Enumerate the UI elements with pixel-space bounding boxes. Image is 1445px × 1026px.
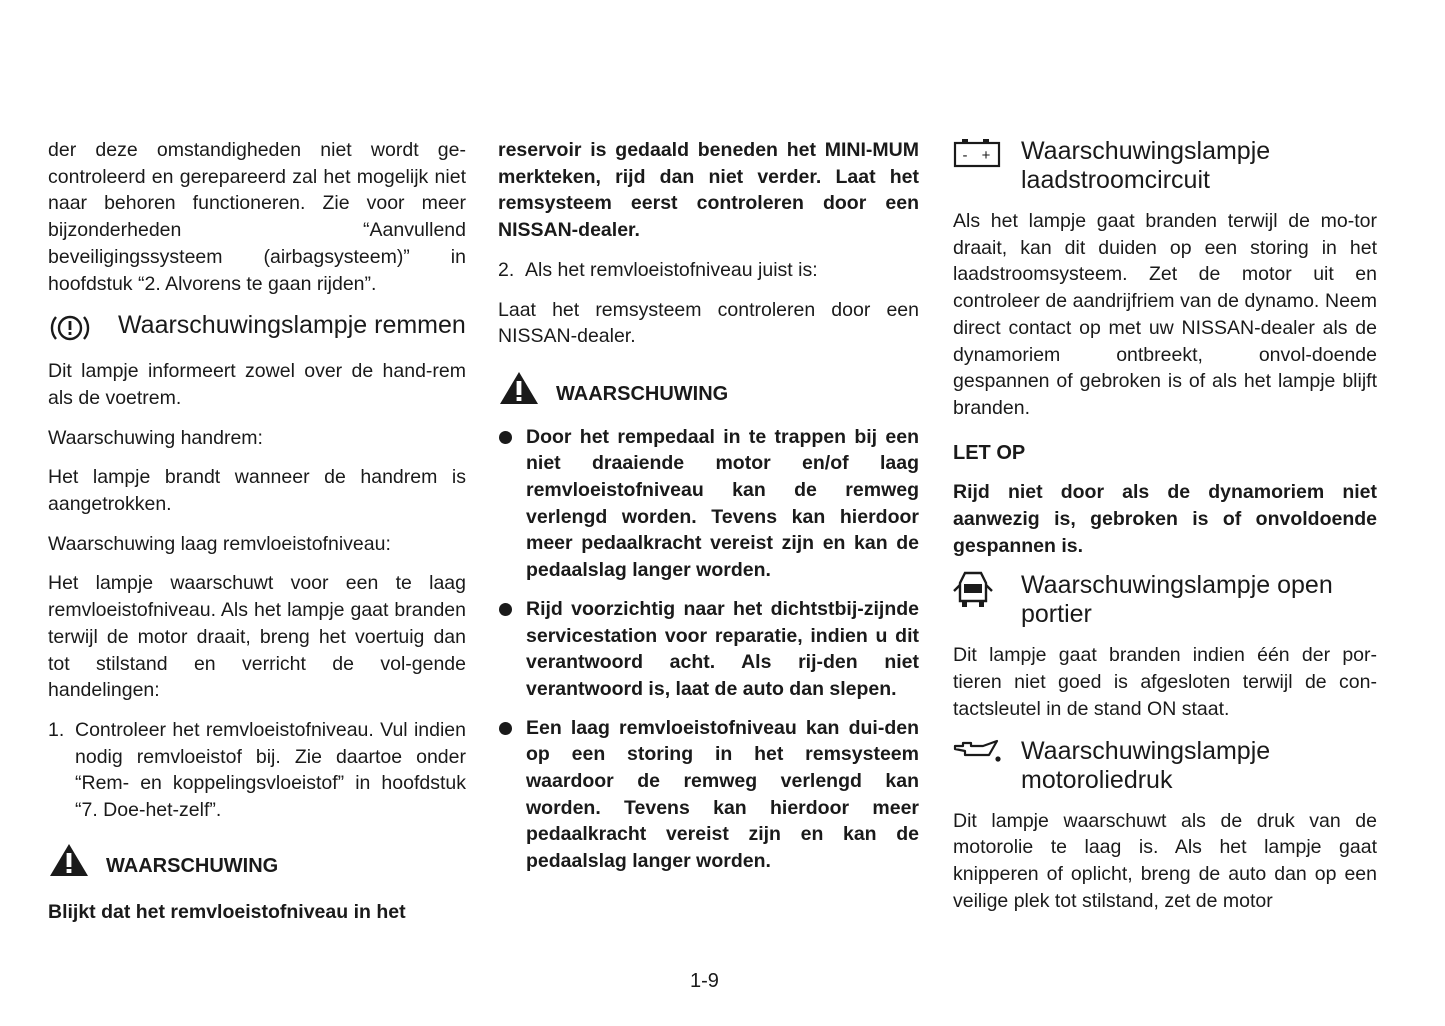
- oil-description: Dit lampje waarschuwt als de druk van de motorolie te laag is. Als het lampje gaat knipperen of oplicht, breng de auto dan op een veilige plek tot stilstand, zet de motor: [953, 809, 1377, 912]
- charge-section-heading: [953, 137, 1377, 195]
- bullet-icon: [498, 596, 526, 703]
- door-open-icon: [953, 571, 1021, 609]
- warning-heading: [498, 370, 919, 414]
- brake-fluid-description: Het lampje waarschuwt voor een te laag remvloeistofniveau. Als het lampje gaat branden terwijl de motor draait, breng het voertuig dan tot stilstand en verricht de vol-gende handelingen:: [48, 572, 466, 702]
- brake-warning-icon: [48, 311, 118, 345]
- list-item: [498, 257, 919, 284]
- caution-label: LET OP: [953, 441, 1026, 464]
- column-2: [498, 137, 919, 887]
- oil-section-heading: [953, 737, 1377, 795]
- handbrake-description: Het lampje brandt wanneer de handrem is aangetrokken.: [48, 466, 466, 516]
- brake-description: Dit lampje informeert zowel over de hand-rem als de voetrem.: [48, 360, 466, 409]
- step2-description: Laat het remsysteem controleren door een NISSAN-dealer.: [498, 298, 919, 348]
- page-number: 1-9: [690, 970, 719, 992]
- battery-plus-label: +: [981, 147, 991, 164]
- list-item: [48, 717, 466, 824]
- warning-heading: [48, 842, 466, 886]
- warning-triangle-icon: [48, 842, 90, 886]
- warning-triangle-icon: [498, 370, 540, 414]
- steps-list: [48, 717, 466, 824]
- list-item: [498, 424, 919, 584]
- door-section-heading: [953, 571, 1377, 629]
- bullet-text: Rijd voorzichtig naar het dichtstbij-zijnde servicestation voor reparatie, indien u dit verantwoord acht. Als rij-den niet verantwoord is, laat de auto dan slepen.: [526, 597, 919, 700]
- door-description: Dit lampje gaat branden indien één der por-tieren niet goed is afgesloten terwijl de con-tactsleutel in de stand ON staat.: [953, 644, 1377, 720]
- column-3: [953, 137, 1377, 914]
- brake-fluid-label: Waarschuwing laag remvloeistofniveau:: [48, 532, 391, 555]
- warning-label: WAARSCHUWING: [106, 855, 279, 878]
- brake-section-heading: [48, 311, 466, 345]
- warning-text-continued: reservoir is gedaald beneden het MINI-MUM merkteken, rijd dan niet verder. Laat het remsysteem eerst controleren door een NISSAN-dealer.: [498, 139, 919, 242]
- bullet-icon: [498, 715, 526, 875]
- battery-icon: [953, 137, 1021, 169]
- bullet-text: Door het rempedaal in te trappen bij een niet draaiende motor en/of laag remvloeistofniveau kan de remweg verlengd worden. Tevens kan hierdoor meer pedaalkracht vereist zijn en kan de pedaalslag langer worden.: [526, 425, 919, 582]
- brake-section-title: Waarschuwingslampje remmen: [118, 311, 466, 340]
- column-1: [48, 137, 466, 926]
- handbrake-label: Waarschuwing handrem:: [48, 426, 263, 449]
- charge-section-title: Waarschuwingslampje laadstroomcircuit: [1021, 137, 1271, 194]
- charge-description: Als het lampje gaat branden terwijl de mo-tor draait, kan dit duiden op een storing in het laadstroomsysteem. Zet de motor uit en controleer de aandrijfriem van de dynamo. Neem direct contact op met uw NISSAN-dealer als de dynamoriem ontbreekt, onvol-doende gespannen of gebroken is of als het lampje blijft branden.: [953, 210, 1377, 419]
- list-item: [498, 715, 919, 875]
- caution-text: Rijd niet door als de dynamoriem niet aanwezig is, gebroken is of onvoldoende gespannen is.: [953, 481, 1377, 557]
- step-text: Als het remvloeistofniveau juist is:: [525, 258, 818, 281]
- warning-text-start: Blijkt dat het remvloeistofniveau in het: [48, 901, 406, 924]
- step-text: Controleer het remvloeistofniveau. Vul indien nodig remvloeistof bij. Zie daartoe onder “Rem- en koppelingsvloeistof” in hoofdstuk “7. Doe-het-zelf”.: [75, 718, 466, 822]
- bullet-text: Een laag remvloeistofniveau kan dui-den op een storing in het remsysteem waardoor de remweg verlengd kan worden. Tevens kan hierdoor meer pedaalkracht vereist zijn en kan de pedaalslag langer worden.: [526, 716, 919, 873]
- list-item: [498, 596, 919, 703]
- step-number: 2.: [498, 258, 515, 281]
- intro-paragraph: der deze omstandigheden niet wordt ge-controleerd en gerepareerd zal het mogelijk niet naar behoren functioneren. Zie voor meer bijzonderheden “Aanvullend beveiligingssysteem (airbagsysteem)” in hoofdstuk “2. Alvorens te gaan rijden”.: [48, 139, 466, 295]
- warning-bullet-list: [498, 424, 919, 875]
- step-number: 1.: [48, 718, 65, 741]
- warning-label: WAARSCHUWING: [556, 383, 729, 406]
- oil-can-icon: [953, 737, 1021, 767]
- door-section-title: Waarschuwingslampje open portier: [1021, 571, 1333, 629]
- steps-list: [498, 257, 919, 284]
- oil-section-title: Waarschuwingslampje motoroliedruk: [1021, 736, 1271, 794]
- battery-minus-label: -: [962, 147, 968, 164]
- bullet-icon: [498, 424, 526, 584]
